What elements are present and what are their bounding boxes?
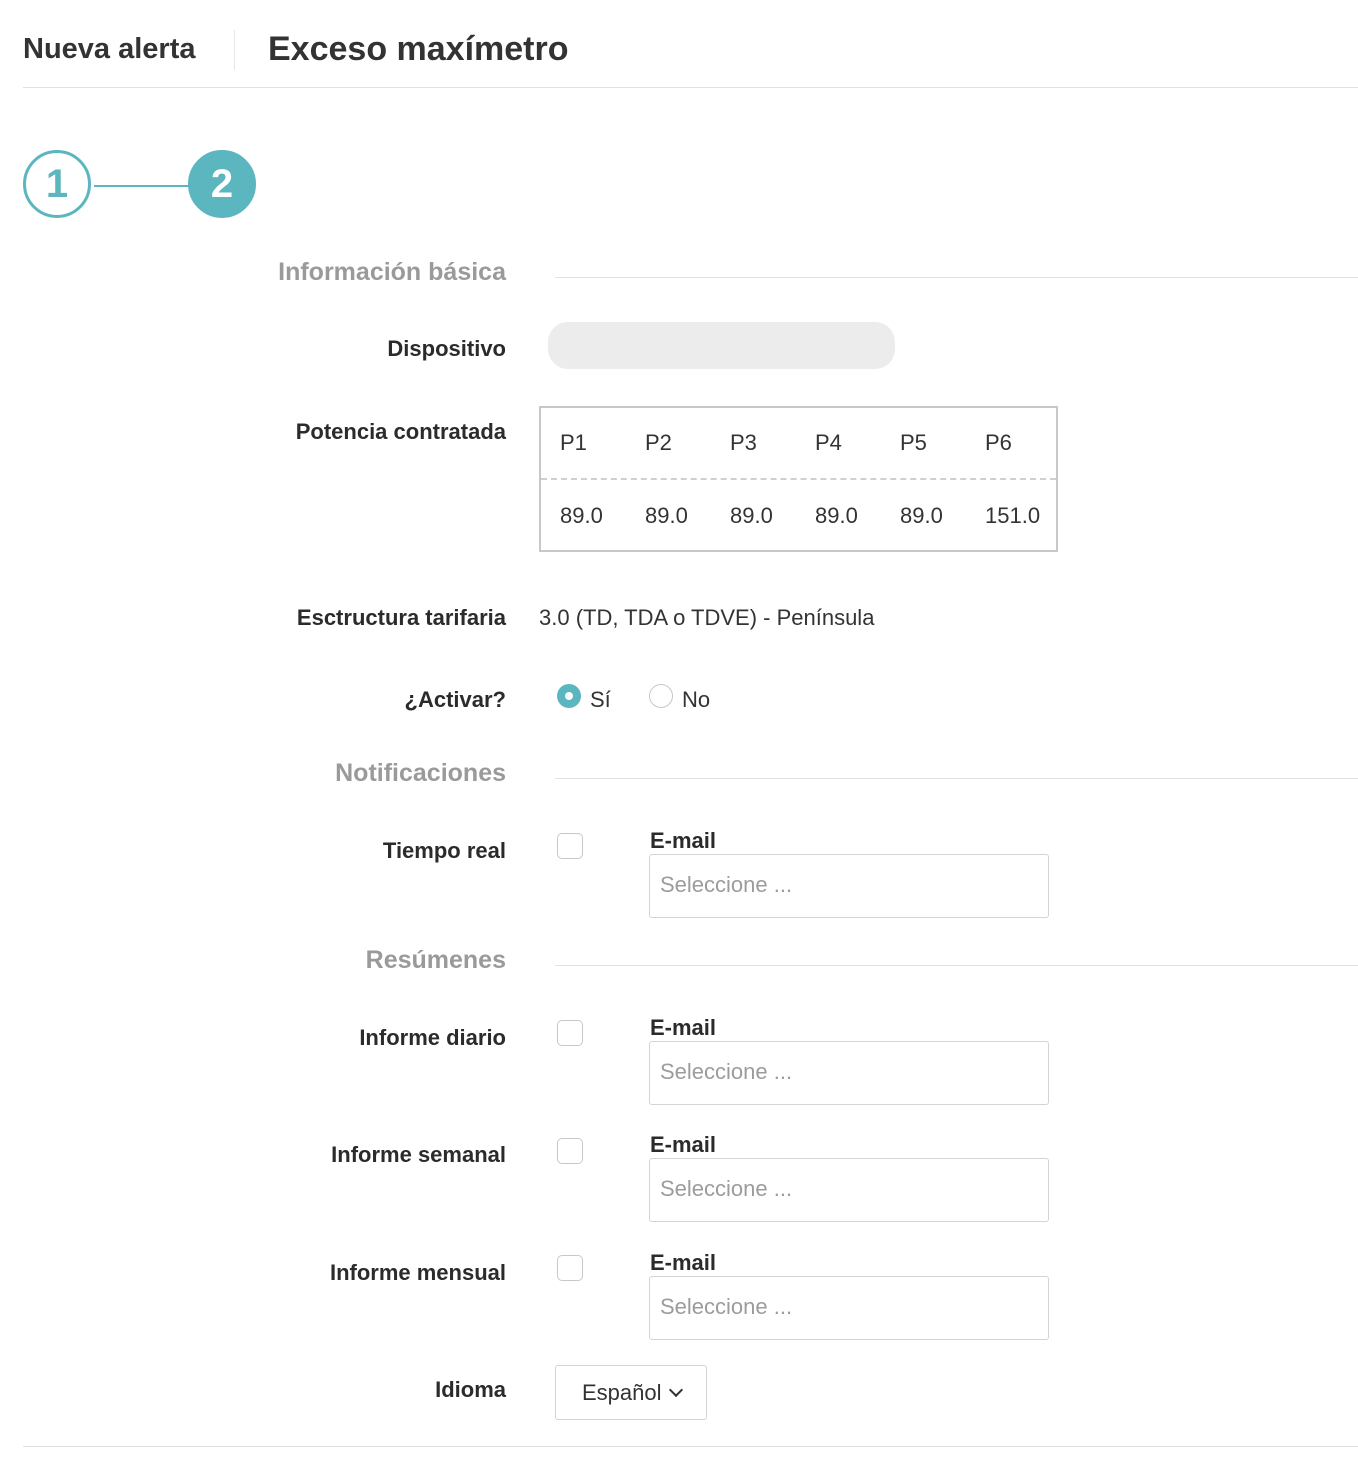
power-table-header: P5 [900,430,927,455]
realtime-email-label: E-mail [650,828,717,853]
activate-no-radio[interactable] [649,684,673,708]
power-table-header: P6 [985,430,1012,455]
weekly-email-label: E-mail [650,1132,717,1157]
daily-report-checkbox[interactable] [557,1020,583,1046]
power-table-value: 89.0 [900,503,943,528]
language-label: Idioma [435,1377,506,1402]
monthly-email-input[interactable]: Seleccione ... [649,1276,1049,1340]
step-2-indicator[interactable]: 2 [188,150,256,218]
daily-email-input[interactable]: Seleccione ... [649,1041,1049,1105]
device-field[interactable] [548,322,895,369]
activate-label: ¿Activar? [404,687,506,712]
activate-yes-label[interactable]: Sí [590,687,611,712]
header-divider [234,30,235,70]
section-title-basic-info: Información básica [278,258,506,286]
footer-divider [23,1446,1358,1447]
contracted-power-label: Potencia contratada [295,419,506,444]
power-table-header: P4 [815,430,842,455]
activate-no-label[interactable]: No [682,687,711,712]
tariff-structure-label: Esctructura tarifaria [296,605,506,630]
power-table-header: P2 [645,430,672,455]
daily-email-label: E-mail [650,1015,717,1040]
weekly-report-checkbox[interactable] [557,1138,583,1164]
realtime-checkbox[interactable] [557,833,583,859]
stepper-connector [94,185,190,187]
monthly-report-label: Informe mensual [329,1260,506,1285]
activate-yes-radio[interactable] [557,684,581,708]
monthly-report-checkbox[interactable] [557,1255,583,1281]
device-label: Dispositivo [387,336,506,361]
power-table-value: 151.0 [985,503,1041,528]
page-title: Nueva alerta [23,33,196,65]
power-table-header: P3 [730,430,757,455]
header-underline [23,87,1358,88]
alert-type-title: Exceso maxímetro [268,30,569,68]
power-table-value: 89.0 [730,503,773,528]
power-table-value: 89.0 [560,503,603,528]
monthly-email-label: E-mail [650,1250,717,1275]
section-divider-summaries [555,965,1358,966]
realtime-label: Tiempo real [382,838,506,863]
daily-report-label: Informe diario [359,1025,506,1050]
power-table-value: 89.0 [815,503,858,528]
section-divider-basic-info [555,277,1358,278]
language-select-value: Español [582,1379,662,1405]
power-table-value: 89.0 [645,503,688,528]
tariff-structure-value: 3.0 (TD, TDA o TDVE) - Península [539,605,875,630]
language-select[interactable] [555,1365,707,1420]
chevron-down-icon [668,1382,682,1396]
contracted-power-table [539,406,1058,552]
section-divider-notifications [555,778,1358,779]
step-1-indicator[interactable]: 1 [23,150,91,218]
section-title-summaries: Resúmenes [365,946,506,974]
power-table-header: P1 [560,430,587,455]
power-table-divider [541,478,1056,480]
realtime-email-input[interactable]: Seleccione ... [649,854,1049,918]
weekly-email-input[interactable]: Seleccione ... [649,1158,1049,1222]
section-title-notifications: Notificaciones [335,759,506,787]
weekly-report-label: Informe semanal [331,1142,506,1167]
